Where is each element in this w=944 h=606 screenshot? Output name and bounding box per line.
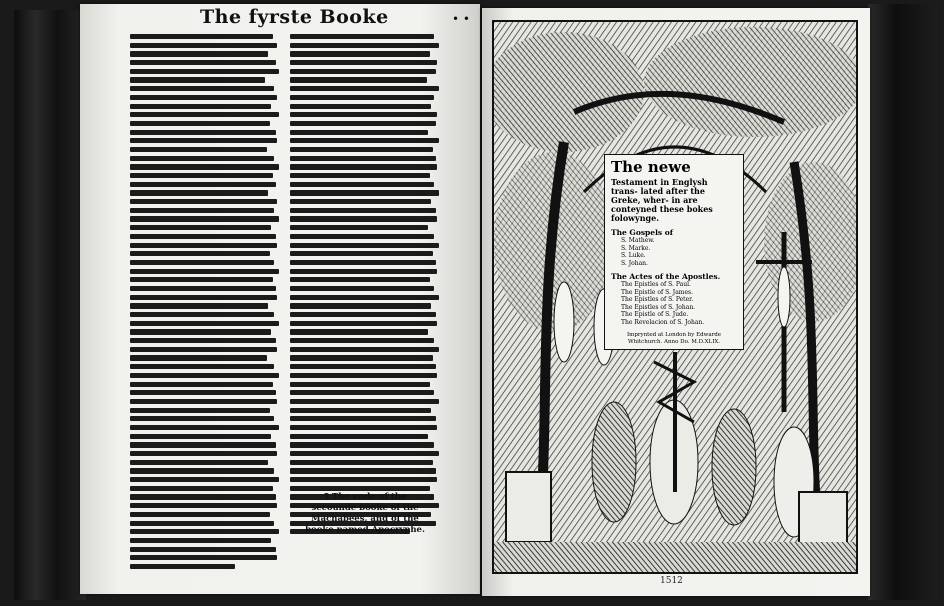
gospels-list bbox=[621, 237, 737, 267]
book-back-cover bbox=[868, 4, 938, 600]
gospels-heading: The Gospels of bbox=[611, 228, 673, 237]
epistle-item: The Epistles of S. Peter. bbox=[621, 296, 694, 303]
end-of-book-note: ¶ The ende of the secounde booke of the Machabees, and of the booke named Apocryphe. bbox=[305, 492, 425, 535]
epistle-item: The Epistle of S. James. bbox=[621, 288, 693, 296]
woodcut-frame bbox=[492, 20, 858, 574]
acts-heading: The Actes of the Apostles. bbox=[611, 272, 721, 281]
imprint: Imprynted at London by Edwarde Whitchurch. Anno Do. M.D.XLIX. bbox=[626, 332, 722, 345]
text-column-right bbox=[290, 34, 440, 538]
title-cartouche bbox=[604, 154, 744, 350]
right-page bbox=[482, 8, 870, 596]
epistle-item: The Epistle of S. Jude. bbox=[621, 311, 689, 318]
text-column-left bbox=[130, 34, 280, 573]
gospel-item: S. Johan. bbox=[621, 259, 648, 267]
folio-mark: • • bbox=[452, 12, 470, 26]
epistle-item: The Revelacion of S. Johan. bbox=[621, 318, 705, 326]
page-number: 1512 bbox=[660, 576, 683, 586]
book-spine bbox=[14, 10, 86, 600]
gospel-item: S. Marke. bbox=[621, 244, 651, 252]
epistle-item: The Epistles of S. Paul. bbox=[621, 281, 691, 288]
title-subtitle: Testament in Englysh trans- lated after the Greke, wher- in are conteyned these bokes folowynge. bbox=[611, 177, 713, 223]
gospel-item: S. Luke. bbox=[621, 252, 646, 259]
epistle-item: The Epistles of S. Johan. bbox=[621, 303, 696, 311]
left-page bbox=[80, 4, 480, 594]
title-heading: The newe bbox=[611, 158, 691, 176]
gospel-item: S. Mathew. bbox=[621, 237, 655, 244]
epistles-list bbox=[621, 281, 737, 326]
running-head: The fyrste Booke bbox=[200, 6, 389, 28]
